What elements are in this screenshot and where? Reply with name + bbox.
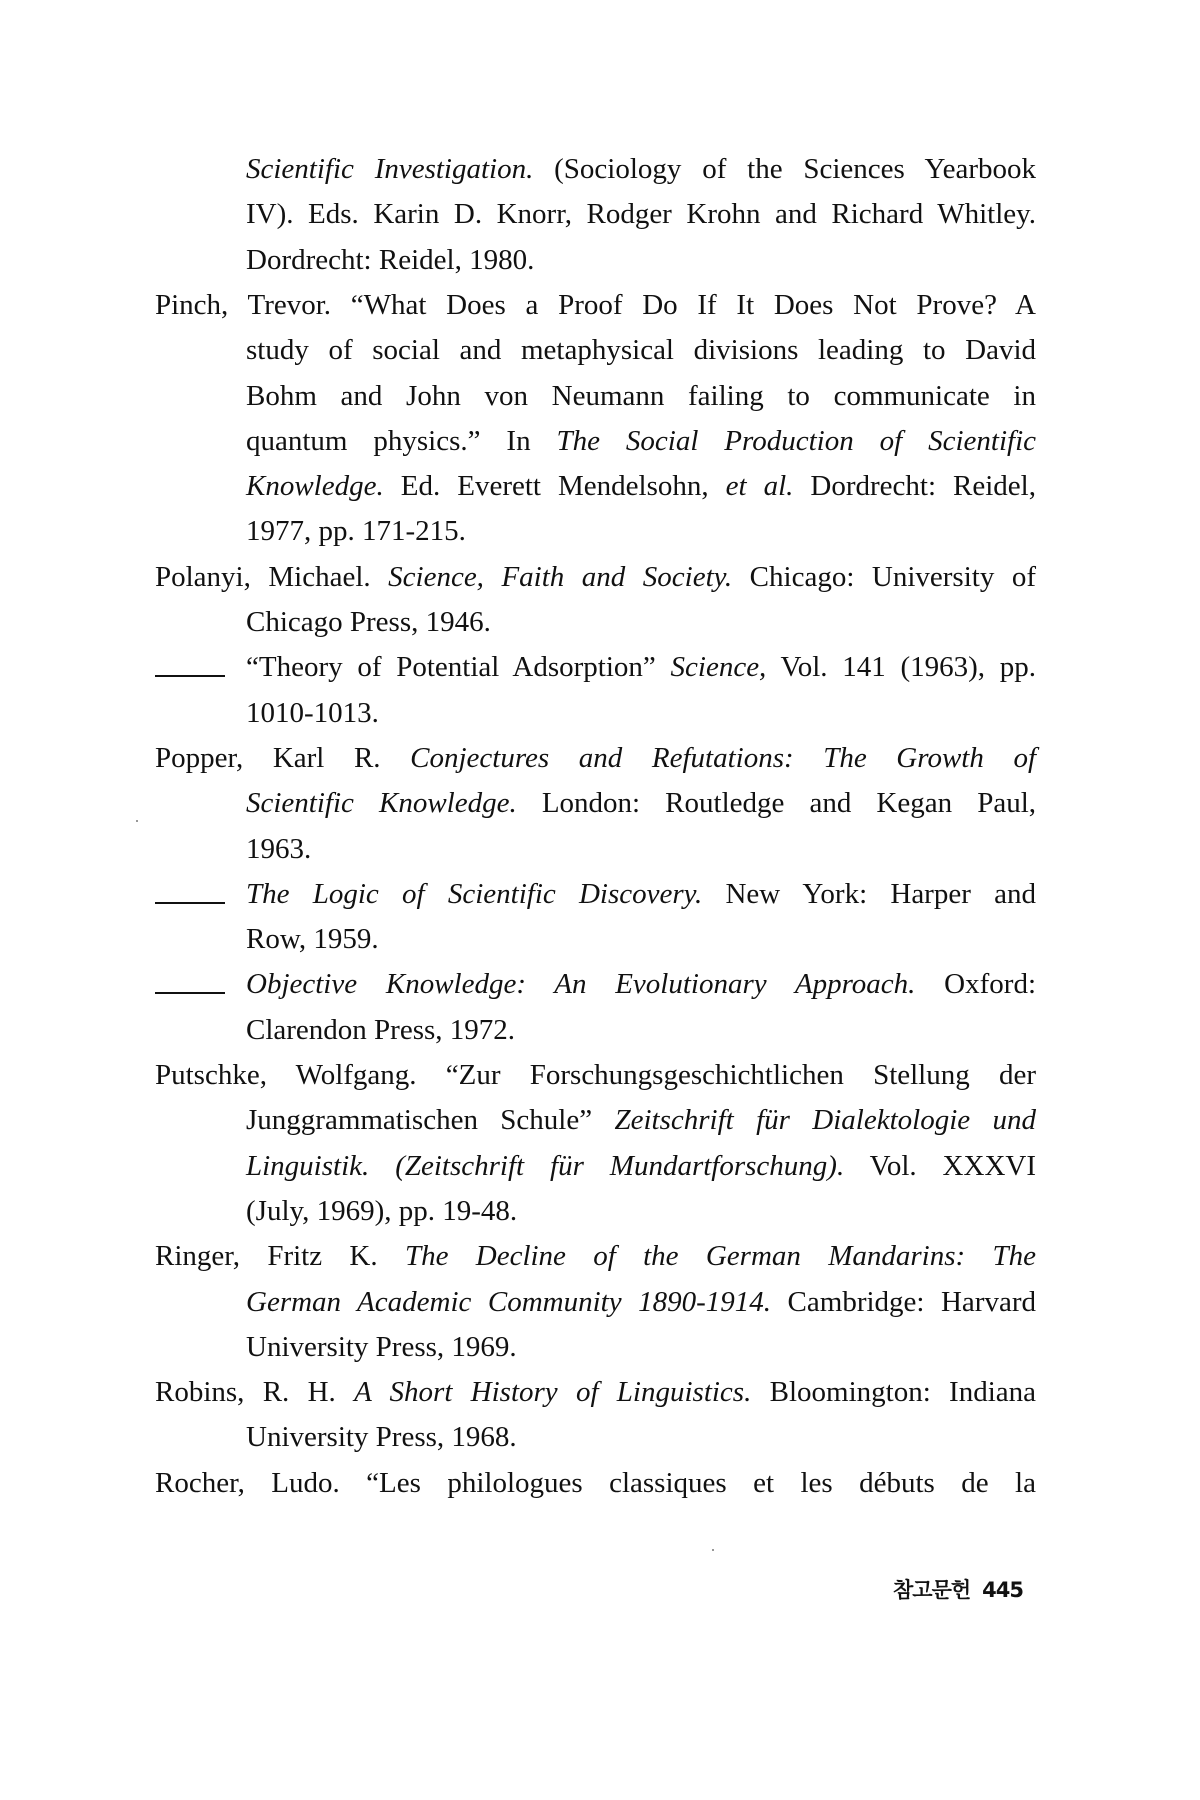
text-segment: quantum physics.” In [246, 424, 557, 457]
text-segment: Chicago: University of [732, 560, 1036, 593]
text-segment: Robins, R. H. [155, 1376, 355, 1409]
italic-title: German Academic Community 1890-1914. [246, 1285, 772, 1318]
entry-line [0, 736, 1200, 781]
entry-line [0, 962, 1200, 1007]
text-segment: Vol. 141 (1963), pp. [766, 651, 1036, 684]
entry-line [0, 872, 1200, 917]
text-segment: Polanyi, Michael. [155, 560, 389, 593]
entry-text [246, 238, 1036, 283]
italic-title: Scientific Knowledge. [246, 787, 517, 820]
entry-line [0, 1098, 1200, 1143]
text-segment: Ed. Everett Mendelsohn, [383, 470, 726, 503]
entry-text [246, 1280, 1036, 1325]
entry-text [246, 374, 1036, 419]
entry-text [246, 1415, 1036, 1460]
text-segment: London: Routledge and Kegan Paul, [516, 787, 1037, 820]
entry-line [0, 283, 1200, 328]
entry-text [246, 419, 1036, 464]
entry-line [0, 600, 1200, 645]
entry-text [246, 600, 1036, 645]
italic-title: Linguistik. (Zeitschrift für Mundartforschung). [246, 1149, 845, 1182]
entry-line [0, 645, 1200, 690]
entry-text [246, 691, 1036, 736]
italic-title: The Social Production of Scientific [556, 424, 1036, 457]
scan-speck [712, 1549, 714, 1551]
entry-text [246, 827, 1036, 872]
text-segment: University Press, 1968. [246, 1421, 517, 1454]
text-segment: New York: Harper and [702, 877, 1036, 910]
entry-line [0, 1234, 1200, 1279]
entry-text [246, 464, 1036, 509]
entry-line [0, 1461, 1200, 1506]
italic-title: Science, [670, 651, 767, 684]
italic-title: Zeitschrift für Dialektologie und [614, 1104, 1036, 1137]
entry-line [0, 781, 1200, 826]
repeat-author-rule [155, 902, 225, 904]
entry-text [155, 1370, 1036, 1415]
entry-text [155, 1461, 1036, 1506]
text-segment: Pinch, Trevor. “What Does a Proof Do If It Does Not Prove? A [155, 288, 1036, 321]
entry-text [246, 1008, 1036, 1053]
entry-line [0, 1008, 1200, 1053]
entry-line [0, 827, 1200, 872]
text-segment: Dordrecht: Reidel, [793, 470, 1036, 503]
text-segment: Cambridge: Harvard [771, 1285, 1036, 1318]
italic-title: The Logic of Scientific Discovery. [246, 877, 703, 910]
entry-text [155, 736, 1036, 781]
entry-line [0, 1280, 1200, 1325]
entry-line [0, 419, 1200, 464]
entry-text [246, 645, 1036, 690]
entry-line [0, 1325, 1200, 1370]
entry-text [155, 1234, 1036, 1279]
entry-text [246, 1325, 1036, 1370]
entry-line [0, 1144, 1200, 1189]
text-segment: Clarendon Press, 1972. [246, 1013, 516, 1046]
entry-text [246, 872, 1036, 917]
italic-title: A Short History of Linguistics. [354, 1376, 752, 1409]
text-segment: study of social and metaphysical divisions leading to David [246, 334, 1036, 367]
entry-text [246, 147, 1036, 192]
text-segment: 1963. [246, 832, 312, 865]
text-segment: Rocher, Ludo. “Les philologues classiques et les débuts de la [155, 1466, 1036, 1499]
entry-line [0, 147, 1200, 192]
text-segment: Putschke, Wolfgang. “Zur Forschungsgeschichtlichen Stellung der [155, 1059, 1036, 1091]
text-segment: (July, 1969), pp. 19-48. [246, 1194, 518, 1227]
text-segment: Row, 1959. [246, 923, 379, 956]
page-footer [893, 1574, 1023, 1604]
entry-line [0, 192, 1200, 237]
entry-line [0, 1189, 1200, 1234]
italic-title: Science, Faith and Society. [388, 560, 733, 593]
entry-line [0, 555, 1200, 600]
entry-line [0, 374, 1200, 419]
section-label: 참고문헌 [893, 1578, 971, 1602]
italic-title: Conjectures and Refutations: The Growth of [410, 741, 1037, 774]
page-number: 445 [982, 1578, 1023, 1602]
entry-text [155, 283, 1036, 328]
text-segment: Bloomington: Indiana [751, 1376, 1036, 1409]
entry-line [0, 464, 1200, 509]
italic-title: The Decline of the German Mandarins: The [404, 1240, 1036, 1273]
entry-text [246, 509, 1036, 554]
italic-title: et al. [725, 470, 794, 503]
text-segment: (Sociology of the Sciences Yearbook [533, 153, 1036, 185]
italic-title: Knowledge. [246, 470, 384, 503]
text-segment: Oxford: [915, 968, 1036, 1001]
text-segment: Bohm and John von Neumann failing to communicate in [246, 379, 1036, 412]
text-segment: Junggrammatischen Schule” [246, 1104, 615, 1137]
text-segment: Dordrecht: Reidel, 1980. [246, 243, 535, 276]
text-segment: “Theory of Potential Adsorption” [246, 651, 671, 684]
entry-text [246, 328, 1036, 373]
entry-text [246, 1144, 1036, 1189]
text-segment: Popper, Karl R. [155, 741, 411, 774]
entry-line [0, 328, 1200, 373]
repeat-author-rule [155, 992, 225, 994]
text-segment: Vol. XXXVI [844, 1149, 1036, 1182]
entry-line [0, 1415, 1200, 1460]
italic-title: Scientific Investigation. [246, 153, 534, 185]
text-segment: 1977, pp. 171-215. [246, 515, 466, 548]
entry-text [246, 917, 1036, 962]
entry-line [0, 1370, 1200, 1415]
entry-text [246, 1098, 1036, 1143]
entry-line [0, 917, 1200, 962]
entry-line [0, 238, 1200, 283]
entry-text [246, 962, 1036, 1007]
text-segment: 1010-1013. [246, 696, 379, 729]
text-segment: Chicago Press, 1946. [246, 606, 491, 638]
entry-text [246, 781, 1036, 826]
entry-text [155, 555, 1036, 600]
italic-title: Objective Knowledge: An Evolutionary Approach. [246, 968, 916, 1001]
entry-text [155, 1053, 1036, 1098]
repeat-author-rule [155, 675, 225, 677]
scan-speck [136, 820, 138, 822]
entry-line [0, 509, 1200, 554]
text-segment: University Press, 1969. [246, 1330, 517, 1363]
text-segment: IV). Eds. Karin D. Knorr, Rodger Krohn and Richard Whitley. [246, 198, 1036, 231]
entry-line [0, 1053, 1200, 1098]
entry-line [0, 691, 1200, 736]
text-segment: Ringer, Fritz K. [155, 1240, 405, 1273]
entry-text [246, 192, 1036, 237]
entry-text [246, 1189, 1036, 1234]
